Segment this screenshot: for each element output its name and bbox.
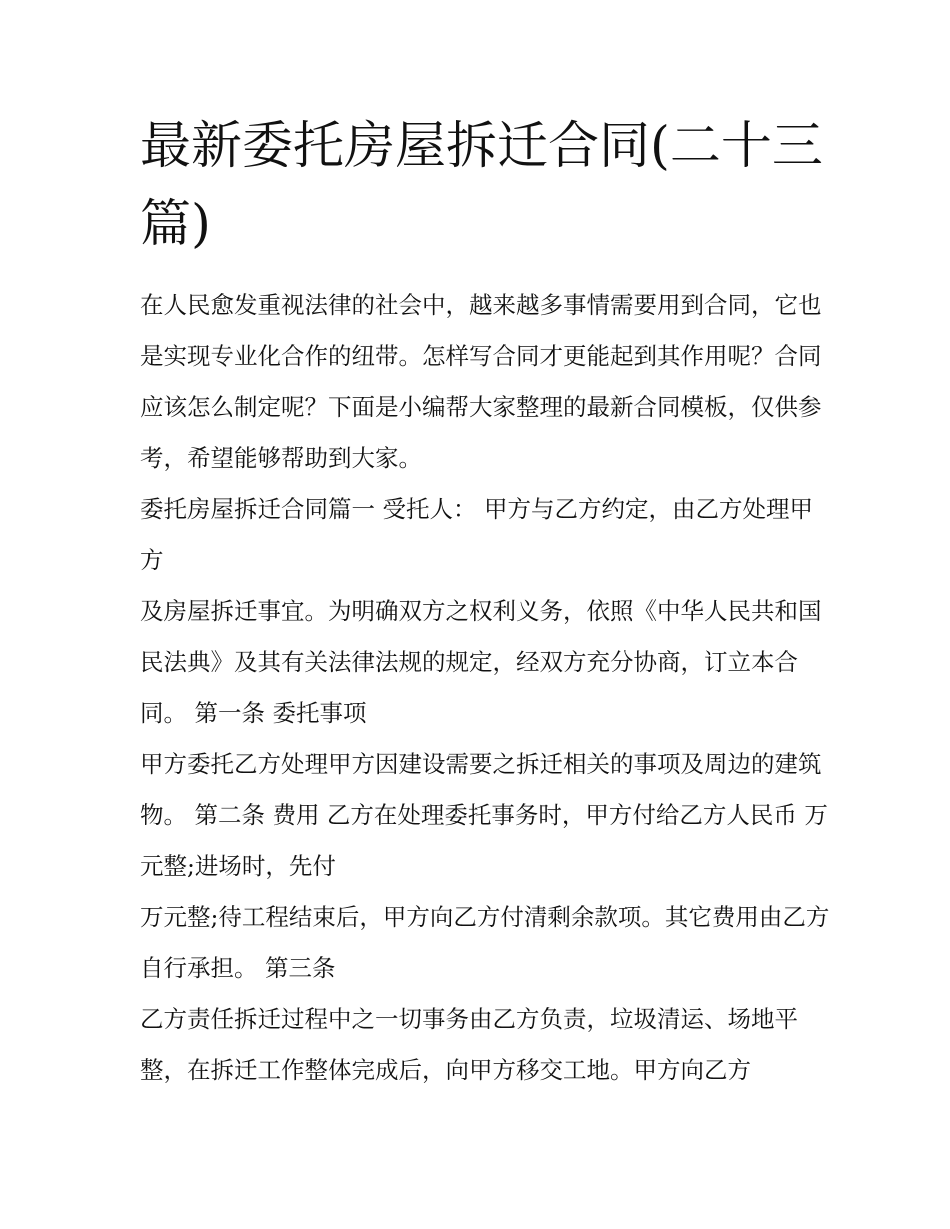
- paragraph-contract-heading: 委托房屋拆迁合同篇一 受托人： 甲方与乙方约定，由乙方处理甲方: [140, 495, 813, 574]
- document-title: 最新委托房屋拆迁合同(二十三篇): [140, 117, 823, 254]
- paragraph-purpose: 及房屋拆迁事宜。为明确双方之权利义务，依照《中华人民共和国民法典》及其有关法律法规的规定，经双方充分协商，订立本合同。 第一条 委托事项: [140, 597, 822, 727]
- paragraph-intro: 在人民愈发重视法律的社会中，越来越多事情需要用到合同，它也是实现专业化合作的纽带。怎样写合同才更能起到其作用呢？合同应该怎么制定呢？下面是小编帮大家整理的最新合同模板，仅供参考，希望能够帮助到大家。: [140, 291, 822, 472]
- paragraph-article-two: 万元整;待工程结束后，甲方向乙方付清剩余款项。其它费用由乙方自行承担。 第三条: [140, 903, 830, 982]
- document-body: [140, 280, 830, 1096]
- paragraph-article-three: 乙方责任拆迁过程中之一切事务由乙方负责，垃圾清运、场地平整，在拆迁工作整体完成后，向甲方移交工地。甲方向乙方: [140, 1005, 798, 1084]
- paragraph-article-one: 甲方委托乙方处理甲方因建设需要之拆迁相关的事项及周边的建筑物。 第二条 费用 乙方在处理委托事务时，甲方付给乙方人民币 万元整;进场时，先付: [140, 750, 828, 880]
